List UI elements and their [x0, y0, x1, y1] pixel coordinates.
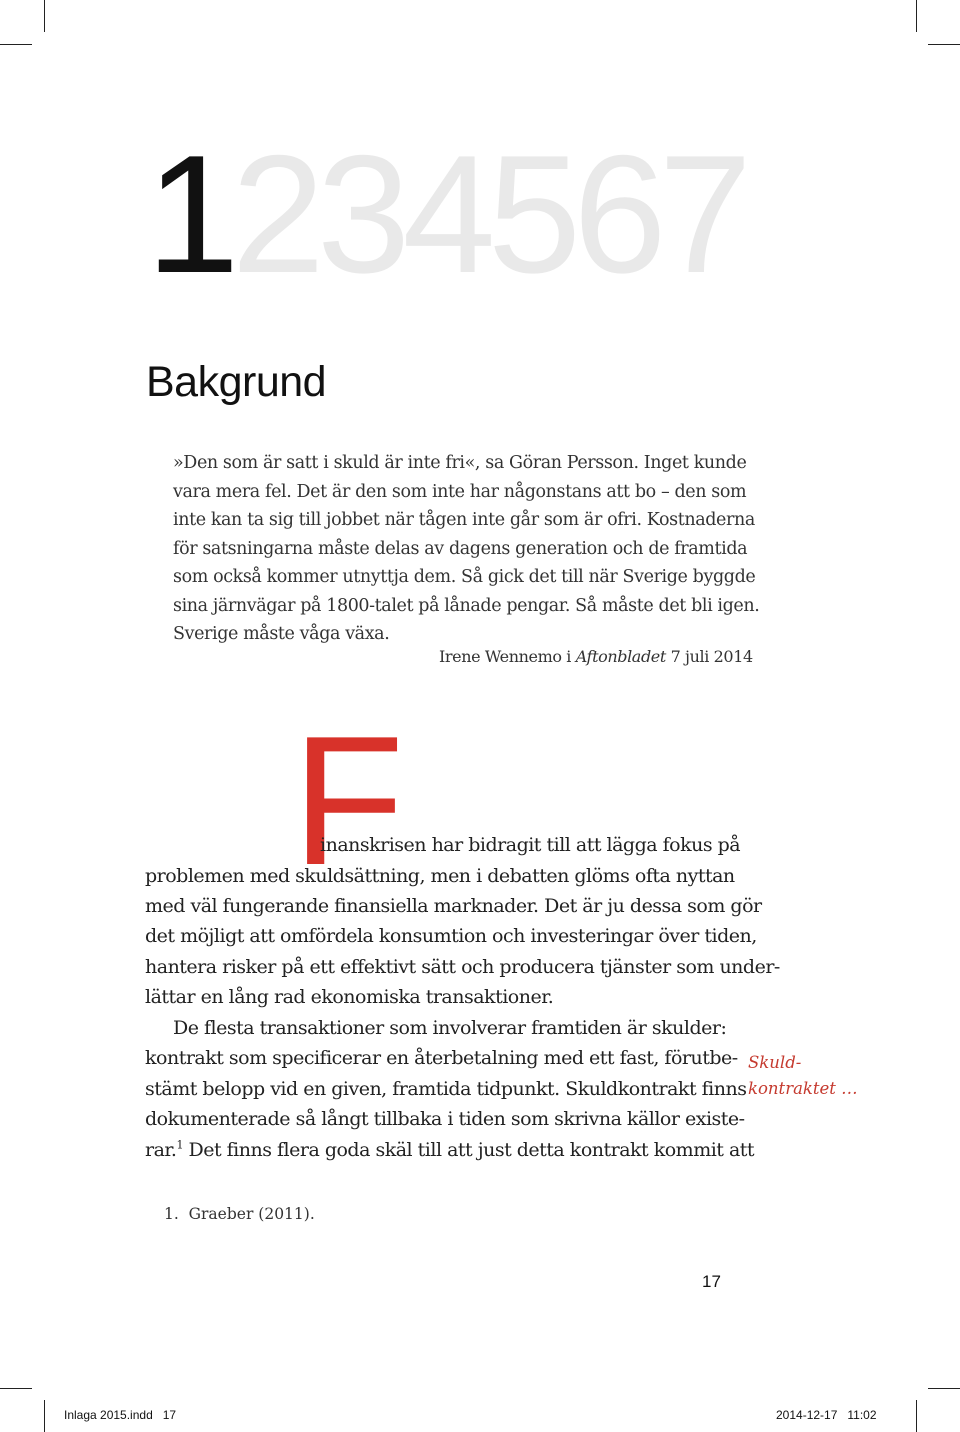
body-line-last: lättar en lång rad ekonomiska transaktioner.	[145, 986, 554, 1008]
footnote: 1. Graeber (2011).	[164, 1205, 315, 1223]
chapter-numbers-other: 234567	[231, 120, 745, 308]
epigraph-line: för satsningarna måste delas av dagens generation och de framtida	[173, 538, 748, 559]
epigraph-line: inte kan ta sig till jobbet när tågen inte går som är ofri. Kostnaderna	[173, 510, 755, 530]
attribution-date: 7 juli 2014	[665, 647, 753, 666]
body-line: hantera risker på ett effektivt sätt och producera tjänster som under-	[145, 956, 780, 978]
margin-note-line: kontraktet …	[748, 1079, 858, 1098]
epigraph-line: som också kommer utnyttja dem. Så gick det till när Sverige byggde	[173, 567, 756, 587]
epigraph-line: sina järnvägar på 1800-talet på lånade pengar. Så måste det bli igen.	[173, 595, 760, 616]
crop-mark	[916, 0, 917, 32]
body-line-with-footnote	[145, 1138, 755, 1161]
crop-mark	[44, 0, 45, 32]
crop-mark	[916, 1400, 917, 1432]
body-line-end: Det finns flera goda skäl till att just detta kontrakt kommit att	[182, 1139, 755, 1161]
slug-file: Inlaga 2015.indd 17	[64, 1408, 177, 1422]
body-line: problemen med skuldsättning, men i debatten glöms ofta nyttan	[145, 865, 735, 887]
epigraph-attribution	[439, 647, 753, 666]
body-line: dokumenterade så långt tillbaka i tiden som skrivna källor existe-	[145, 1108, 745, 1130]
drop-cap: F	[292, 697, 405, 903]
epigraph-line: vara mera fel. Det är den som inte har någonstans att bo – den som	[173, 481, 747, 502]
crop-mark	[0, 1388, 32, 1389]
chapter-title: Bakgrund	[146, 358, 327, 406]
slug-timestamp: 2014-12-17 11:02	[776, 1408, 877, 1422]
epigraph	[173, 449, 760, 649]
crop-mark	[0, 44, 32, 45]
epigraph-line: »Den som är satt i skuld är inte fri«, sa Göran Persson. Inget kunde	[173, 453, 747, 473]
body-line: det möjligt att omfördela konsumtion och investeringar över tiden,	[145, 925, 757, 947]
body-line-start: rar.	[145, 1139, 177, 1161]
body-line: stämt belopp vid en given, framtida tidpunkt. Skuldkontrakt finns	[145, 1078, 747, 1100]
chapter-number-current: 1	[146, 120, 232, 308]
footnote-reference[interactable]: 1	[176, 1138, 183, 1152]
attribution-source: Aftonbladet	[575, 647, 666, 666]
chapter-numbers	[146, 120, 745, 308]
attribution-author: Irene Wennemo i	[439, 647, 576, 666]
page-number: 17	[702, 1272, 721, 1291]
crop-mark	[44, 1400, 45, 1432]
epigraph-line: Sverige måste våga växa.	[173, 624, 390, 644]
body-line-first: inanskrisen har bidragit till att lägga fokus på	[320, 834, 741, 856]
body-line: kontrakt som specificerar en återbetalning med ett fast, förutbe-	[145, 1047, 738, 1069]
crop-mark	[928, 44, 960, 45]
body-line: med väl fungerande finansiella marknader. Det är ju dessa som gör	[145, 895, 762, 917]
body-paragraph-start: De flesta transaktioner som involverar framtiden är skulder:	[173, 1017, 727, 1039]
crop-mark	[928, 1388, 960, 1389]
margin-note-line: Skuld-	[748, 1053, 802, 1072]
margin-note	[748, 1050, 858, 1102]
